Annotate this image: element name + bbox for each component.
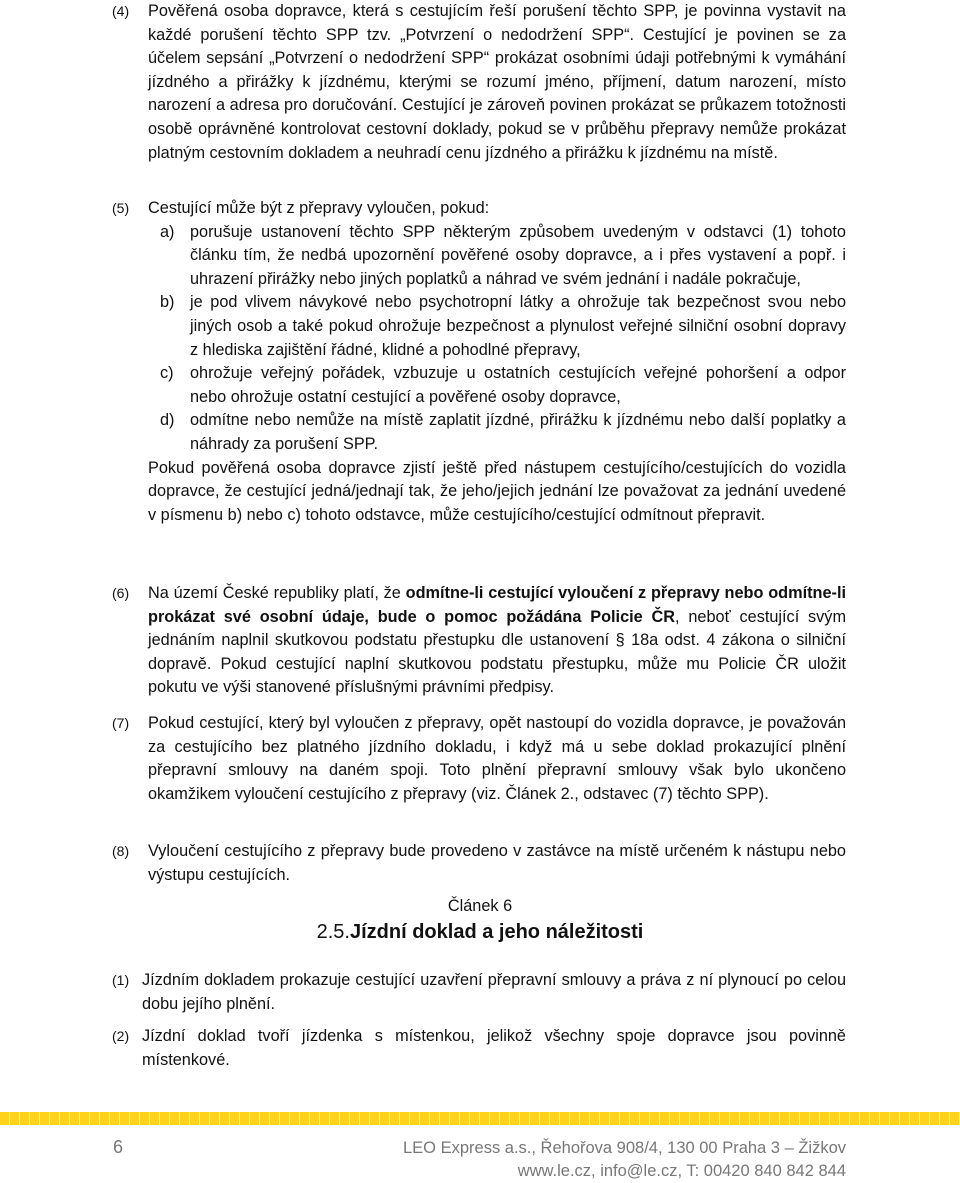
list-letter: c): [160, 364, 174, 383]
section-number: 2.5.: [316, 921, 350, 943]
article-label: Článek 6: [447, 897, 513, 915]
list-item-text: porušuje ustanovení těchto SPP některým způsobem uvedeným v odstavci (1) tohoto článku tím, že nedbá upozornění pověřené osoby dopravce, a i přes vystavení a popř. i uhrazení přirážky nebo jiných poplatků a náhrad ve svém jednání i nadále pokračuje,: [190, 222, 846, 288]
list-item-text: odmítne nebo nemůže na místě zaplatit jízdné, přirážku k jízdnému nebo další poplatky a náhrady za porušení SPP.: [190, 411, 846, 453]
list-item: [148, 221, 846, 292]
list-item: [148, 291, 846, 362]
paragraph-8: [112, 840, 846, 887]
page-number: 6: [113, 1137, 124, 1157]
paragraph-number: (7): [112, 715, 130, 731]
list-item: [148, 362, 846, 409]
list-item-text: ohrožuje veřejný pořádek, vzbuzuje u ostatních cestujících veřejné pohoršení a odpor nebo ohrožuje ostatní cestující a pověřené osoby dopravce,: [190, 364, 846, 406]
footer-contact: www.le.cz, info@le.cz, T: 00420 840 842 844: [517, 1162, 846, 1180]
footer-company: LEO Express a.s., Řehořova 908/4, 130 00 Praha 3 – Žižkov: [403, 1139, 846, 1157]
paragraph-number: (2): [112, 1028, 130, 1044]
article-heading: [0, 921, 960, 944]
text-run: Na území České republiky platí, že: [148, 584, 406, 602]
section-title: Jízdní doklad a jeho náležitosti: [349, 921, 644, 943]
list-item: [148, 409, 846, 456]
paragraph-5: [112, 197, 846, 527]
paragraph-intro: Cestující může být z přepravy vyloučen, pokud:: [148, 199, 490, 217]
paragraph-6: [112, 582, 846, 700]
paragraph-text: Jízdním dokladem prokazuje cestující uzavření přepravní smlouvy a práva z ní plynoucí po celou dobu jejího plnění.: [142, 971, 846, 1013]
list-letter: d): [160, 411, 175, 430]
list-item-text: je pod vlivem návykové nebo psychotropní látky a ohrožuje tak bezpečnost svou nebo jiných osob a také pokud ohrožuje bezpečnost a plynulost veřejné silniční osobní dopravy z hlediska zajištění řádné, klidné a pohodlné přepravy,: [190, 293, 846, 359]
paragraph-4: [112, 0, 846, 165]
bold-text: odmítne-li cestující vyloučení z přepravy nebo odmítne-li prokázat své osobní údaje, bude o pomoc požádána Policie ČR: [148, 584, 846, 626]
paragraph-text: Pověřená osoba dopravce, která s cestujícím řeší porušení těchto SPP, je povinna vystavit na každé porušení těchto SPP tzv. „Potvrzení o nedodržení SPP“. Cestující je povinen se za účelem sepsání „Potvrzení o nedodržení SPP“ prokázat osobními údaji potřebnými k vymáhání jízdného a přirážky k jízdnému, kterými se rozumí jméno, příjmení, datum narození, místo narození a adresa pro doručování. Cestující je zároveň povinen prokázat se průkazem totožnosti osobě oprávněné kontrolovat cestovní doklady, pokud se v průběhu přepravy nemůže prokázat platným cestovním dokladem a neuhradí cenu jízdného a přirážku k jízdnému na místě.: [148, 2, 846, 162]
paragraph-number: (5): [112, 200, 130, 216]
paragraph-text: Vyloučení cestujícího z přepravy bude provedeno v zastávce na místě určeném k nástupu nebo výstupu cestujících.: [148, 842, 846, 884]
list-letter: b): [160, 293, 175, 312]
paragraph-7: [112, 712, 846, 806]
paragraph-text: [148, 582, 846, 700]
paragraph-number: (6): [112, 585, 130, 601]
paragraph-text: Jízdní doklad tvoří jízdenka s místenkou, jelikož všechny spoje dopravce jsou povinně místenkové.: [142, 1027, 846, 1069]
paragraph-text: Pokud cestující, který byl vyloučen z přepravy, opět nastoupí do vozidla dopravce, je považován za cestujícího bez platného jízdního dokladu, i když má u sebe doklad prokazující plnění přepravní smlouvy na daném spoji. Toto plnění přepravní smlouvy však bylo ukončeno okamžikem vyloučení cestujícího z přepravy (viz. Článek 2., odstavec (7) těchto SPP).: [148, 714, 846, 803]
list-letter: a): [160, 222, 175, 241]
footer-stripe: [0, 1112, 960, 1125]
section-paragraph-1: [112, 969, 846, 1016]
paragraph-number: (8): [112, 843, 130, 859]
paragraph-number: (1): [112, 972, 130, 988]
footer-contact-block: [403, 1137, 846, 1183]
section-paragraph-2: [112, 1025, 846, 1072]
text-run: , neboť cestující svým jednáním naplnil skutkovou podstatu přestupku dle ustanovení § 18a odst. 4 zákona o silniční dopravě. Pokud cestující naplní skutkovou podstatu přestupku, může mu Policie ČR uložit pokutu ve výši stanovené příslušnými právními předpisy.: [148, 607, 847, 697]
paragraph-number: (4): [112, 3, 130, 19]
paragraph-note: Pokud pověřená osoba dopravce zjistí ještě před nástupem cestujícího/cestujících do vozidla dopravce, že cestující jedná/jednají tak, že jeho/jejich jednání lze považovat za jednání uvedené v písmenu b) nebo c) tohoto odstavce, může cestujícího/cestující odmítnout přepravit.: [148, 458, 846, 524]
